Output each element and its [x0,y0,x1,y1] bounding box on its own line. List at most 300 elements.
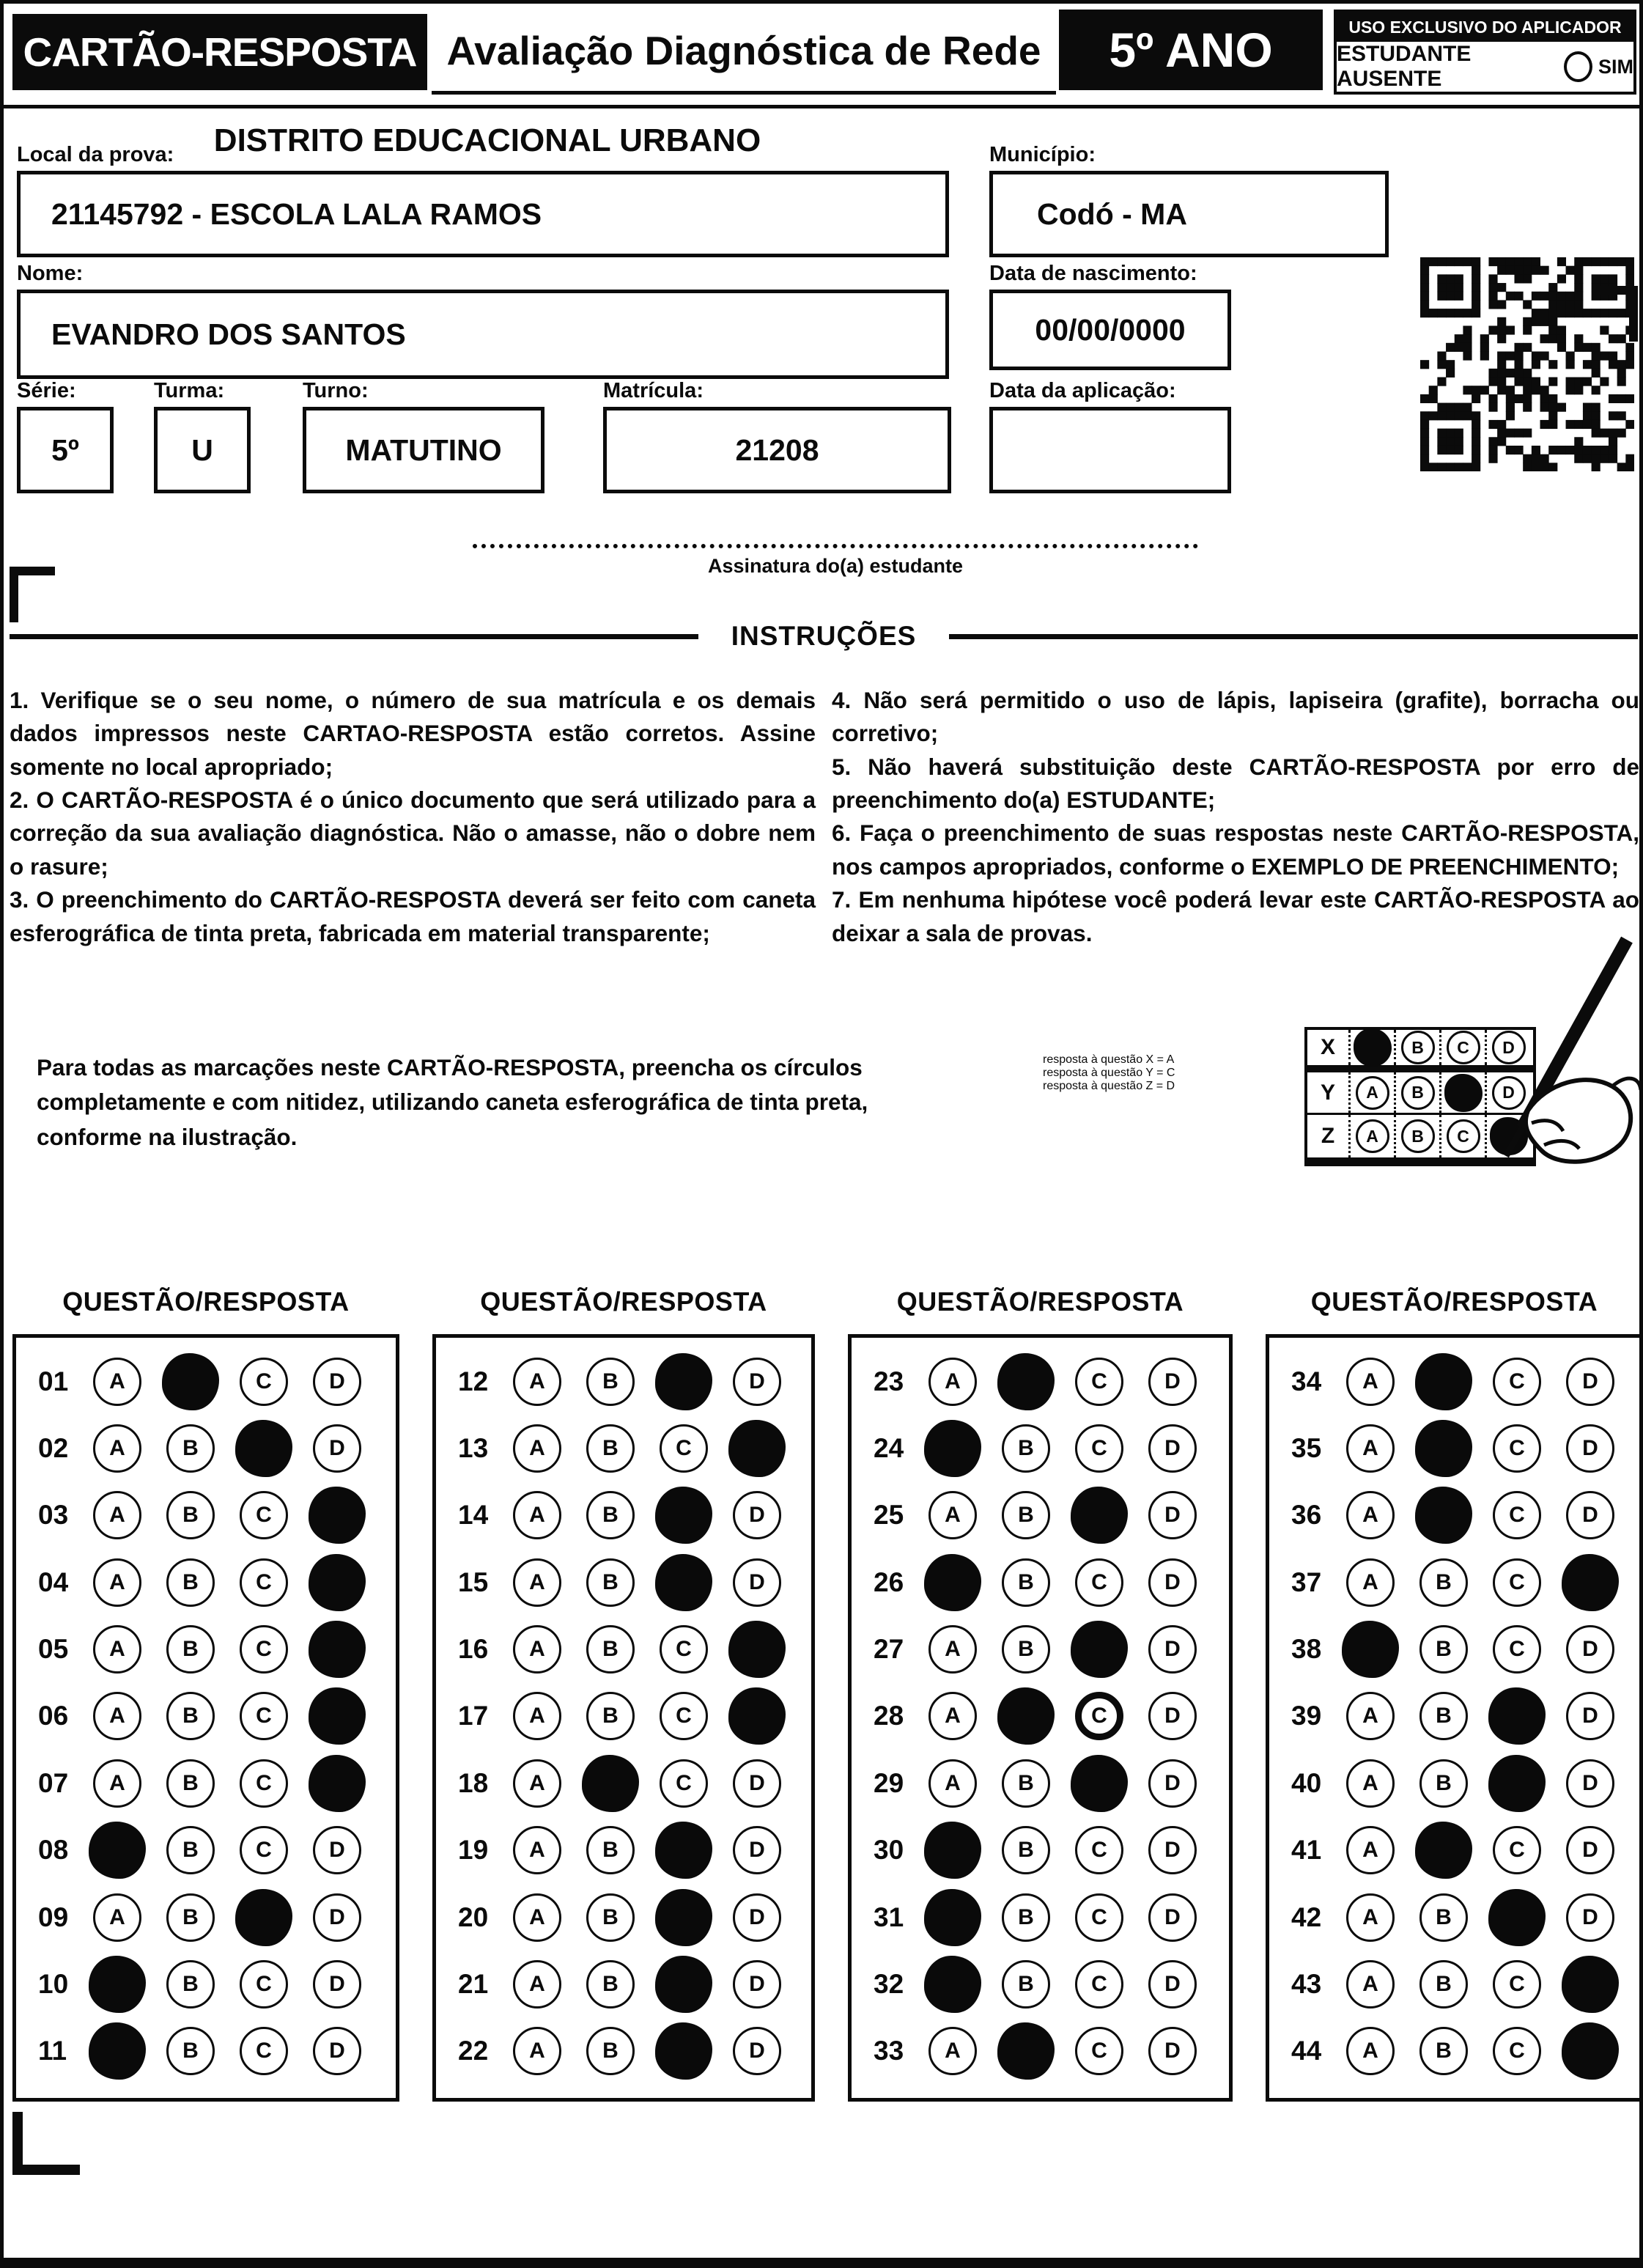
q30-option-A[interactable] [924,1822,981,1879]
q28-option-B[interactable] [997,1687,1055,1745]
q01-option-B[interactable] [162,1353,219,1410]
answer-cell [574,1558,647,1607]
bottom-registration-bar [4,2258,1639,2268]
q39-option-A[interactable]: A [1346,1692,1395,1740]
signature-caption: Assinatura do(a) estudante [707,555,964,577]
q43-option-D[interactable] [1562,1956,1619,2013]
answer-cell [81,1692,154,1740]
q04-option-A[interactable]: A [93,1558,141,1607]
q11-option-A[interactable] [89,2022,146,2080]
q29-option-C[interactable] [1071,1755,1128,1812]
q10-option-B[interactable]: B [166,1960,215,2009]
answer-cell [1407,1822,1480,1879]
q37-option-B[interactable]: B [1419,1558,1468,1607]
answer-cell [300,1424,374,1473]
answer-cell [647,1625,720,1674]
q05-option-A[interactable]: A [93,1625,141,1674]
q18-option-A[interactable]: A [513,1759,561,1808]
answer-cell [227,2027,300,2075]
q38-option-C[interactable]: C [1493,1625,1541,1674]
q17-option-C[interactable]: C [660,1692,708,1740]
q14-option-B[interactable]: B [586,1491,635,1539]
question-number: 04 [38,1566,69,1597]
question-number: 34 [1291,1366,1322,1396]
q26-option-A[interactable] [924,1554,981,1611]
q08-option-B[interactable]: B [166,1826,215,1874]
q28-option-C[interactable]: C [1075,1692,1123,1740]
answer-cell [989,1558,1063,1607]
answer-cell [1554,1358,1627,1406]
question-number: 32 [874,1968,904,1999]
question-number: 17 [458,1701,489,1731]
q12-option-A[interactable]: A [513,1358,561,1406]
answer-grid-4 [1266,1334,1643,2102]
answer-row [852,1348,1229,1415]
q14-option-C[interactable] [655,1487,712,1544]
q33-option-B[interactable] [997,2022,1055,2080]
answer-row [436,1750,811,1816]
q12-option-D[interactable]: D [733,1358,781,1406]
answer-cell [647,1822,720,1879]
q03-option-C[interactable]: C [240,1491,288,1539]
q14-option-D[interactable]: D [733,1491,781,1539]
answer-cell [227,1420,300,1477]
q43-option-A[interactable]: A [1346,1960,1395,2009]
q16-option-B[interactable]: B [586,1625,635,1674]
answer-row [852,1482,1229,1549]
q22-option-C[interactable] [655,2022,712,2080]
question-number: 24 [874,1433,904,1464]
example-cell [1394,1030,1439,1065]
q09-option-C[interactable] [235,1889,292,1946]
q06-option-C[interactable]: C [240,1692,288,1740]
answer-cell [501,1558,574,1607]
q38-option-A[interactable] [1342,1621,1399,1678]
example-bubble-Z-B: B [1401,1119,1435,1153]
q05-option-D[interactable] [309,1621,366,1678]
example-bubble-Y-A: A [1356,1076,1389,1110]
q10-option-A[interactable] [89,1956,146,2013]
q44-option-D[interactable] [1562,2022,1619,2080]
q25-option-D[interactable]: D [1148,1491,1197,1539]
q25-option-B[interactable]: B [1002,1491,1050,1539]
answer-row [16,1415,396,1481]
q20-option-A[interactable]: A [513,1893,561,1942]
q32-option-A[interactable] [924,1956,981,2013]
q23-option-D[interactable]: D [1148,1358,1197,1406]
q26-option-C[interactable]: C [1075,1558,1123,1607]
q20-option-C[interactable] [655,1889,712,1946]
q18-option-C[interactable]: C [660,1759,708,1808]
q25-option-C[interactable] [1071,1487,1128,1544]
answer-cell [1136,1558,1209,1607]
answer-row [16,1348,396,1415]
text-line: 1. Verifique se o seu nome, o número de sua matrícula e os demais dados impressos neste CARTAO-RESPOSTA estão corretos. Assine somente no local apropriado; [10,687,816,780]
q24-option-A[interactable] [924,1420,981,1477]
q27-option-A[interactable]: A [928,1625,977,1674]
q35-option-C[interactable]: C [1493,1424,1541,1473]
q21-option-B[interactable]: B [586,1960,635,2009]
answer-cell [1554,1893,1627,1942]
turno-field: MATUTINO [303,407,544,493]
example-cell [1348,1030,1394,1065]
q13-option-B[interactable]: B [586,1424,635,1473]
answer-cell [227,1826,300,1874]
q42-option-B[interactable]: B [1419,1893,1468,1942]
q17-option-B[interactable]: B [586,1692,635,1740]
answer-row [16,1616,396,1682]
q08-option-A[interactable] [89,1822,146,1879]
q11-option-D[interactable]: D [313,2027,361,2075]
answer-row [436,1884,811,1951]
q43-option-B[interactable]: B [1419,1960,1468,2009]
answer-cell [154,2027,227,2075]
q15-option-B[interactable]: B [586,1558,635,1607]
q41-option-C[interactable]: C [1493,1826,1541,1874]
q10-option-D[interactable]: D [313,1960,361,2009]
q35-option-A[interactable]: A [1346,1424,1395,1473]
answer-cell [81,2022,154,2080]
answer-cell [1063,1893,1136,1942]
q08-option-D[interactable]: D [313,1826,361,1874]
q09-option-B[interactable]: B [166,1893,215,1942]
answer-cell [1063,1358,1136,1406]
q24-option-B[interactable]: B [1002,1424,1050,1473]
question-number: 06 [38,1701,69,1731]
q34-option-D[interactable]: D [1566,1358,1614,1406]
q21-option-A[interactable]: A [513,1960,561,2009]
answer-cell [989,1960,1063,2009]
answer-cell [1480,1424,1554,1473]
q05-option-C[interactable]: C [240,1625,288,1674]
q01-option-C[interactable]: C [240,1358,288,1406]
q13-option-A[interactable]: A [513,1424,561,1473]
sheet-title: CARTÃO-RESPOSTA [12,14,427,90]
q24-option-D[interactable]: D [1148,1424,1197,1473]
q44-option-A[interactable]: A [1346,2027,1395,2075]
text-line: resposta à questão Z = D [1043,1080,1175,1092]
question-number: 36 [1291,1500,1322,1531]
question-number: 19 [458,1835,489,1866]
q36-option-A[interactable]: A [1346,1491,1395,1539]
q03-option-B[interactable]: B [166,1491,215,1539]
q33-option-D[interactable]: D [1148,2027,1197,2075]
q08-option-C[interactable]: C [240,1826,288,1874]
q23-option-A[interactable]: A [928,1358,977,1406]
q15-option-A[interactable]: A [513,1558,561,1607]
absent-bubble[interactable] [1564,51,1592,82]
q16-option-C[interactable]: C [660,1625,708,1674]
q32-option-D[interactable]: D [1148,1960,1197,2009]
q19-option-A[interactable]: A [513,1826,561,1874]
q22-option-A[interactable]: A [513,2027,561,2075]
answer-row [1269,1616,1639,1682]
q13-option-C[interactable]: C [660,1424,708,1473]
q06-option-B[interactable]: B [166,1692,215,1740]
answer-cell [647,1487,720,1544]
q11-option-B[interactable]: B [166,2027,215,2075]
q39-option-D[interactable]: D [1566,1692,1614,1740]
answer-row [852,1951,1229,2017]
aplicacao-label: Data da aplicação: [989,379,1176,402]
q23-option-C[interactable]: C [1075,1358,1123,1406]
q29-option-B[interactable]: B [1002,1759,1050,1808]
answer-cell [1480,1491,1554,1539]
q10-option-C[interactable]: C [240,1960,288,2009]
q24-option-C[interactable]: C [1075,1424,1123,1473]
serie-field: 5º [17,407,114,493]
text-line: 7. Em nenhuma hipótese você poderá levar este CARTÃO-RESPOSTA ao deixar a sala de provas. [832,886,1639,946]
q20-option-B[interactable]: B [586,1893,635,1942]
answer-cell [916,2027,989,2075]
text-line: 4. Não será permitido o uso de lápis, lapiseira (grafite), borracha ou corretivo; [832,687,1639,747]
q02-option-A[interactable]: A [93,1424,141,1473]
question-number: 28 [874,1701,904,1731]
q16-option-A[interactable]: A [513,1625,561,1674]
q38-option-D[interactable]: D [1566,1625,1614,1674]
q41-option-A[interactable]: A [1346,1826,1395,1874]
answer-cell [227,1358,300,1406]
answer-cell [1136,1424,1209,1473]
answer-cell [1334,1424,1407,1473]
q23-option-B[interactable] [997,1353,1055,1410]
answer-cell [81,1491,154,1539]
answer-cell [300,1960,374,2009]
q36-option-D[interactable]: D [1566,1491,1614,1539]
q31-option-C[interactable]: C [1075,1893,1123,1942]
question-number: 16 [458,1634,489,1665]
answer-cell [1136,1625,1209,1674]
answer-row [852,1616,1229,1682]
question-number: 12 [458,1366,489,1396]
q31-option-B[interactable]: B [1002,1893,1050,1942]
q16-option-D[interactable] [728,1621,786,1678]
answer-cell [154,1424,227,1473]
q38-option-B[interactable]: B [1419,1625,1468,1674]
q36-option-B[interactable] [1415,1487,1472,1544]
q17-option-A[interactable]: A [513,1692,561,1740]
answer-row [1269,1415,1639,1481]
local-label: Local da prova: [17,143,174,166]
q05-option-B[interactable]: B [166,1625,215,1674]
answer-cell [574,1625,647,1674]
answer-cell [1407,1558,1480,1607]
q14-option-A[interactable]: A [513,1491,561,1539]
q06-option-D[interactable] [309,1687,366,1745]
q01-option-D[interactable]: D [313,1358,361,1406]
q34-option-B[interactable] [1415,1353,1472,1410]
q33-option-C[interactable]: C [1075,2027,1123,2075]
q11-option-C[interactable]: C [240,2027,288,2075]
q07-option-B[interactable]: B [166,1759,215,1808]
q41-option-D[interactable]: D [1566,1826,1614,1874]
nascimento-label: Data de nascimento: [989,262,1197,285]
answer-row [16,1549,396,1616]
q04-option-D[interactable] [309,1554,366,1611]
answer-cell [501,2027,574,2075]
answer-row [436,1415,811,1481]
q44-option-B[interactable]: B [1419,2027,1468,2075]
q32-option-B[interactable]: B [1002,1960,1050,2009]
answer-cell [154,1759,227,1808]
q17-option-D[interactable] [728,1687,786,1745]
q28-option-A[interactable]: A [928,1692,977,1740]
answer-cell [81,1956,154,2013]
q36-option-C[interactable]: C [1493,1491,1541,1539]
q21-option-D[interactable]: D [733,1960,781,2009]
answer-cell [1554,1554,1627,1611]
answer-cell [989,1826,1063,1874]
q30-option-C[interactable]: C [1075,1826,1123,1874]
q27-option-C[interactable] [1071,1621,1128,1678]
answer-cell [154,1826,227,1874]
q25-option-A[interactable]: A [928,1491,977,1539]
q44-option-C[interactable]: C [1493,2027,1541,2075]
q01-option-A[interactable]: A [93,1358,141,1406]
q27-option-D[interactable]: D [1148,1625,1197,1674]
answer-row [16,1951,396,2017]
question-number: 03 [38,1500,69,1531]
q19-option-B[interactable]: B [586,1826,635,1874]
q40-option-A[interactable]: A [1346,1759,1395,1808]
q33-option-A[interactable]: A [928,2027,977,2075]
answer-cell [647,1692,720,1740]
q26-option-B[interactable]: B [1002,1558,1050,1607]
q31-option-D[interactable]: D [1148,1893,1197,1942]
answer-cell [1063,1692,1136,1740]
answer-cell [300,1755,374,1812]
answer-cell [916,1692,989,1740]
q43-option-C[interactable]: C [1493,1960,1541,2009]
q06-option-A[interactable]: A [93,1692,141,1740]
q02-option-D[interactable]: D [313,1424,361,1473]
q18-option-D[interactable]: D [733,1759,781,1808]
answer-cell [1407,1759,1480,1808]
answer-row [436,1616,811,1682]
q15-option-C[interactable] [655,1554,712,1611]
q07-option-A[interactable]: A [93,1759,141,1808]
example-cell [1394,1115,1439,1157]
q26-option-D[interactable]: D [1148,1558,1197,1607]
answer-cell [989,1687,1063,1745]
q02-option-C[interactable] [235,1420,292,1477]
q12-option-C[interactable] [655,1353,712,1410]
q09-option-A[interactable]: A [93,1893,141,1942]
q37-option-A[interactable]: A [1346,1558,1395,1607]
q21-option-C[interactable] [655,1956,712,2013]
q20-option-D[interactable]: D [733,1893,781,1942]
example-bubble-Z-A: A [1356,1119,1389,1153]
q42-option-A[interactable]: A [1346,1893,1395,1942]
q02-option-B[interactable]: B [166,1424,215,1473]
answer-cell [1407,1960,1480,2009]
q07-option-D[interactable] [309,1755,366,1812]
q04-option-B[interactable]: B [166,1558,215,1607]
answer-grid-1 [12,1334,399,2102]
q37-option-C[interactable]: C [1493,1558,1541,1607]
q39-option-C[interactable] [1488,1687,1546,1745]
q34-option-A[interactable]: A [1346,1358,1395,1406]
answer-cell [647,1353,720,1410]
answer-row [1269,1884,1639,1951]
answer-grid-2 [432,1334,815,2102]
q32-option-C[interactable]: C [1075,1960,1123,2009]
turma-label: Turma: [154,379,225,402]
answer-cell [300,1687,374,1745]
q07-option-C[interactable]: C [240,1759,288,1808]
question-number: 05 [38,1634,69,1665]
answer-cell [1480,1358,1554,1406]
q03-option-D[interactable] [309,1487,366,1544]
answer-cell [154,1625,227,1674]
q13-option-D[interactable] [728,1420,786,1477]
answer-cell [154,1692,227,1740]
corner-mark-bottom [12,2112,80,2175]
q18-option-B[interactable] [582,1755,639,1812]
q37-option-D[interactable] [1562,1554,1619,1611]
q42-option-C[interactable] [1488,1889,1546,1946]
answer-cell [1407,1353,1480,1410]
example-bubble-Y-D: D [1492,1076,1526,1110]
q31-option-A[interactable] [924,1889,981,1946]
q39-option-B[interactable]: B [1419,1692,1468,1740]
answer-cell [647,1759,720,1808]
matricula-field: 21208 [603,407,951,493]
q34-option-C[interactable]: C [1493,1358,1541,1406]
q19-option-C[interactable] [655,1822,712,1879]
q29-option-D[interactable]: D [1148,1759,1197,1808]
q12-option-B[interactable]: B [586,1358,635,1406]
fill-instructions-paragraph: Para todas as marcações neste CARTÃO-RESPOSTA, preencha os círculos completamente e com nitidez, utilizando caneta esferográfica de tinta preta, conforme na ilustração. [37,1054,868,1150]
q40-option-D[interactable]: D [1566,1759,1614,1808]
answer-cell [1407,1625,1480,1674]
answer-cell [1063,1960,1136,2009]
q28-option-D[interactable]: D [1148,1692,1197,1740]
answer-cell [501,1960,574,2009]
q03-option-A[interactable]: A [93,1491,141,1539]
q30-option-B[interactable]: B [1002,1826,1050,1874]
q40-option-C[interactable] [1488,1755,1546,1812]
signature-line[interactable] [473,544,1198,548]
answer-cell [916,1822,989,1879]
answer-cell [1334,1826,1407,1874]
answer-row [436,2018,811,2085]
answer-cell [916,1625,989,1674]
q30-option-D[interactable]: D [1148,1826,1197,1874]
q40-option-B[interactable]: B [1419,1759,1468,1808]
answer-cell [916,1956,989,2013]
q27-option-B[interactable]: B [1002,1625,1050,1674]
q15-option-D[interactable]: D [733,1558,781,1607]
q22-option-B[interactable]: B [586,2027,635,2075]
q29-option-A[interactable]: A [928,1759,977,1808]
q22-option-D[interactable]: D [733,2027,781,2075]
q04-option-C[interactable]: C [240,1558,288,1607]
q19-option-D[interactable]: D [733,1826,781,1874]
answer-cell [501,1424,574,1473]
q35-option-D[interactable]: D [1566,1424,1614,1473]
nome-label: Nome: [17,262,84,285]
answer-cell [1407,1893,1480,1942]
q42-option-D[interactable]: D [1566,1893,1614,1942]
answer-cell [1334,1692,1407,1740]
q09-option-D[interactable]: D [313,1893,361,1942]
serie-label: Série: [17,379,76,402]
question-number: 02 [38,1433,69,1464]
text-line: resposta à questão X = A [1043,1053,1175,1066]
q35-option-B[interactable] [1415,1420,1472,1477]
q41-option-B[interactable] [1415,1822,1472,1879]
